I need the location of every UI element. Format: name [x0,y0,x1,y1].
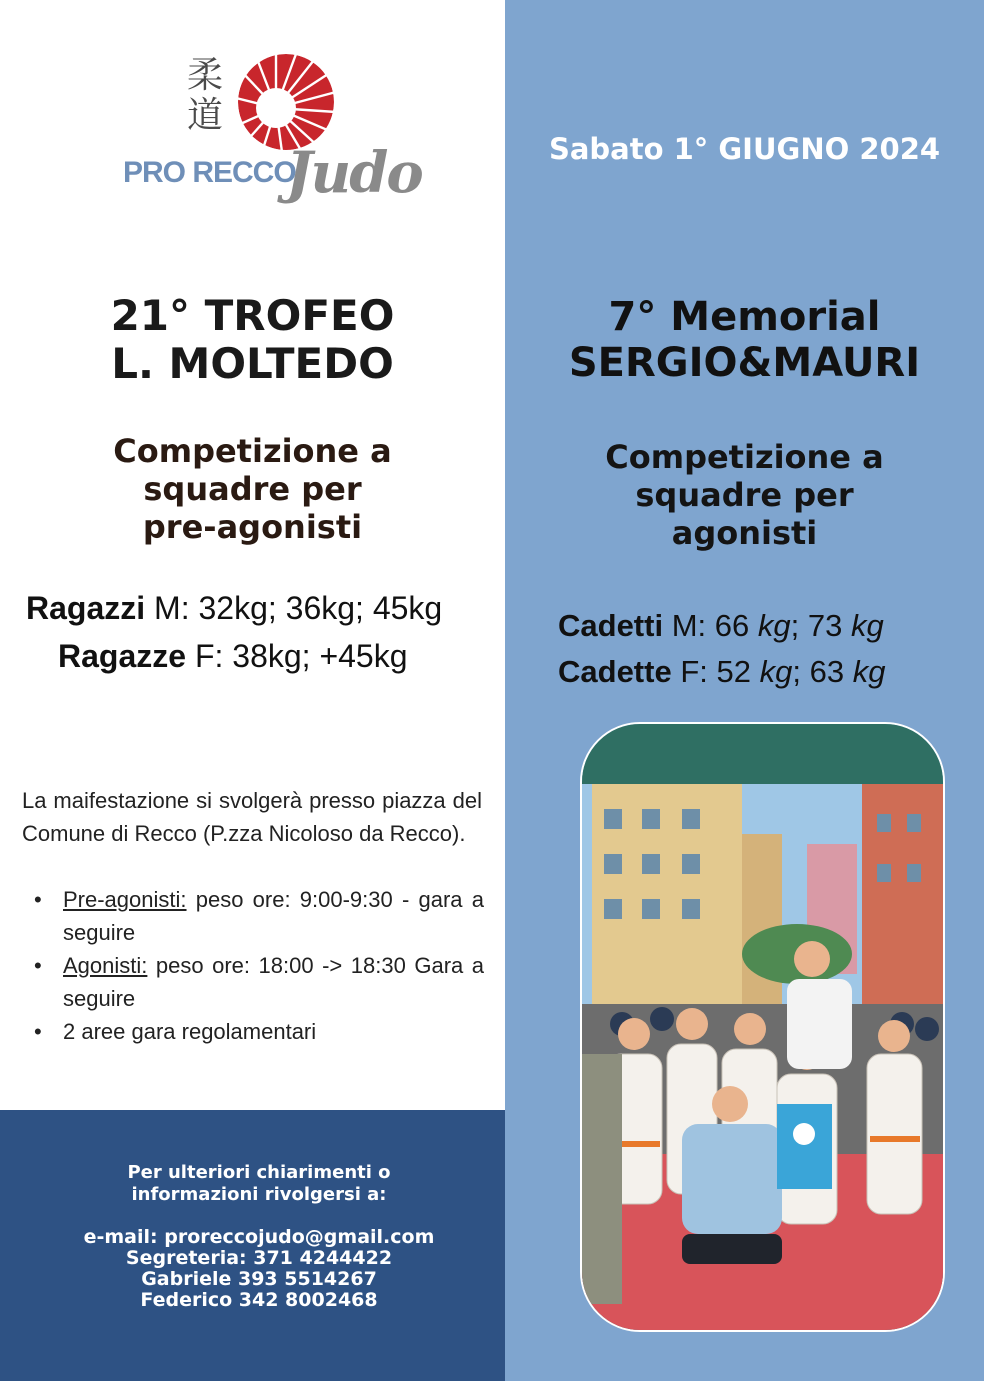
schedule-label: Pre-agonisti: [63,887,187,912]
category-cadetti [558,606,884,646]
schedule-text: 2 aree gara regolamentari [63,1019,317,1044]
schedule-item-aree [22,1015,484,1048]
trofeo-title [0,292,505,388]
schedule-item-pre-agonisti [22,883,484,949]
category-group: Cadette [558,654,672,689]
category-cadette [558,652,885,692]
category-detail: M: 32kg; 36kg; 45kg [145,590,443,626]
category-value: 52 [716,654,760,689]
category-unit: kg [757,608,791,643]
rising-sun-icon [236,52,336,152]
category-group: Cadetti [558,608,664,643]
category-ragazzi [26,588,442,628]
memorial-title-line1: 7° Memorial [608,294,881,340]
category-group: Ragazzi [26,590,146,626]
category-unit: kg [759,654,793,689]
schedule-text: peso ore: 18:00 -> 18:30 Gara a seguire [63,953,484,1011]
contact-heading-line1: Per ulteriori chiarimenti o [127,1162,391,1183]
contact-segreteria: Segreteria: 371 4244422 [125,1247,393,1269]
contact-email[interactable]: e-mail: proreccojudo@gmail.com [83,1226,435,1248]
event-date: Sabato 1° GIUGNO 2024 [548,132,941,166]
trofeo-title-line2: L. MOLTEDO [111,339,394,388]
team-photo [580,722,945,1332]
category-separator: ; [792,654,810,689]
logo-script: Judo [286,140,422,206]
schedule-list [22,883,484,1048]
trofeo-subtitle-line1: Competizione a [113,432,392,470]
category-unit: kg [852,654,886,689]
category-value: 73 [807,608,851,643]
memorial-subtitle-line3: agonisti [671,514,818,552]
trofeo-subtitle-line3: pre-agonisti [142,508,363,546]
memorial-subtitle [505,438,984,552]
category-detail: F: 38kg; +45kg [186,638,408,674]
schedule-item-agonisti [22,949,484,1015]
category-value: 63 [809,654,853,689]
logo-kanji: 柔道 [186,55,223,136]
schedule-label: Agonisti: [63,953,148,978]
logo-name: PRO RECCO [123,156,296,189]
category-separator: ; [790,608,808,643]
contact-federico: Federico 342 8002468 [140,1289,378,1311]
category-value: 66 [714,608,758,643]
contact-heading-line2: informazioni rivolgersi a: [131,1184,387,1205]
pro-recco-judo-logo [118,48,422,223]
schedule-text: peso ore: 9:00-9:30 - gara a seguire [63,887,484,945]
category-unit: kg [850,608,884,643]
category-ragazze [58,636,408,676]
trofeo-subtitle [0,432,505,546]
category-group: Ragazze [58,638,187,674]
contact-details [0,1227,518,1311]
trofeo-title-line1: 21° TROFEO [110,291,395,340]
contact-heading [0,1162,518,1206]
memorial-title-line2: SERGIO&MAURI [568,340,921,386]
event-location-info: La maifestazione si svolgerà presso piazza del Comune di Recco (P.zza Nicoloso da Recco). [22,788,482,846]
memorial-title [505,294,984,386]
trofeo-subtitle-line2: squadre per [143,470,362,508]
category-gender: F: [671,654,717,689]
memorial-subtitle-line1: Competizione a [605,438,884,476]
team-photo-illustration [582,724,943,1330]
contact-gabriele: Gabriele 393 5514267 [141,1268,377,1290]
memorial-subtitle-line2: squadre per [635,476,854,514]
category-gender: M: [663,608,715,643]
